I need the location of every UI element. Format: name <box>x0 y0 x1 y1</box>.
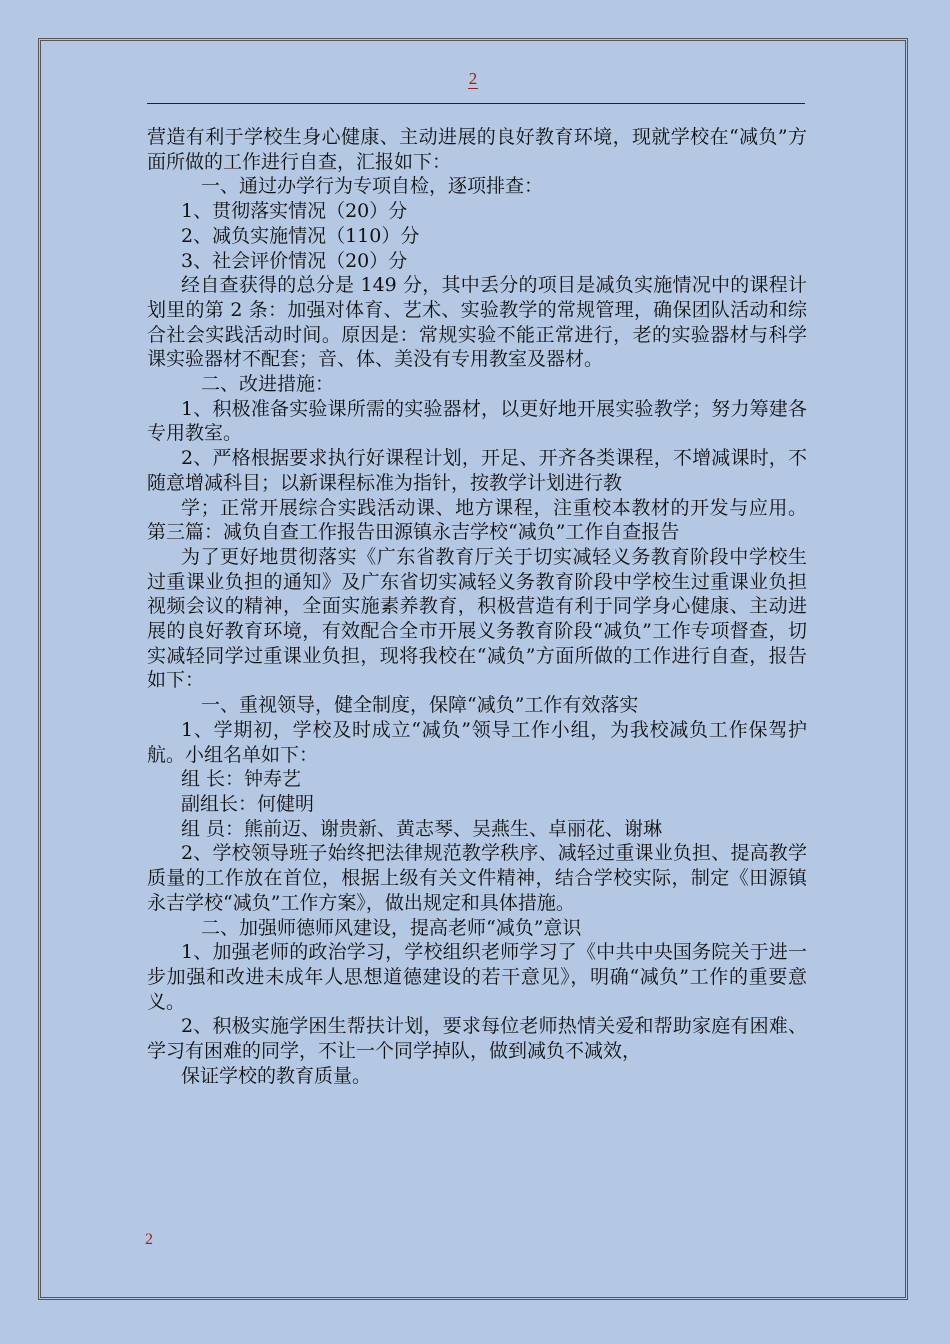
paragraph: 1、学期初，学校及时成立“减负”领导工作小组，为我校减负工作保驾护航。小组名单如下： <box>147 718 807 766</box>
paragraph: 二、改进措施： <box>201 373 335 396</box>
paragraph: 2、减负实施情况（110）分 <box>181 224 420 247</box>
paragraph: 2、积极实施学困生帮扶计划，要求每位老师热情关爱和帮助家庭有困难、学习有困难的同学，不让一个同学掉队，做到减负不减效， <box>147 1015 807 1063</box>
body-text <box>147 125 807 1088</box>
paragraph: 学；正常开展综合实践活动课、地方课程，注重校本教材的开发与应用。第三篇：减负自查工作报告田源镇永吉学校“减负”工作自查报告 <box>147 496 807 544</box>
paragraph: 副组长：何健明 <box>181 792 315 815</box>
paragraph: 1、积极准备实验课所需的实验器材，以更好地开展实验教学；努力筹建各专用教室。 <box>147 397 807 445</box>
footer-page-number: 2 <box>145 1231 153 1248</box>
paragraph: 2、严格根据要求执行好课程计划，开足、开齐各类课程，不增减课时，不随意增减科目；以新课程标准为指针，按教学计划进行教 <box>147 447 807 494</box>
paragraph: 一、重视领导，健全制度，保障“减负”工作有效落实 <box>201 694 639 717</box>
paragraph: 1、加强老师的政治学习，学校组织老师学习了《中共中央国务院关于进一步加强和改进未成年人思想道德建设的若干意见》，明确“减负”工作的重要意义。 <box>147 941 807 1013</box>
paragraph: 保证学校的教育质量。 <box>181 1064 372 1087</box>
paragraph: 3、社会评价情况（20）分 <box>181 249 408 272</box>
paragraph: 2、学校领导班子始终把法律规范教学秩序、减轻过重课业负担、提高教学质量的工作放在首位，根据上级有关文件精神，结合学校实际，制定《田源镇永吉学校“减负”工作方案》，做出规定和具体措施。 <box>147 842 807 914</box>
paragraph: 为了更好地贯彻落实《广东省教育厅关于切实减轻义务教育阶段中学校生过重课业负担的通知》及广东省切实减轻义务教育阶段中学校生过重课业负担视频会议的精神，全面实施素养教育，积极营造有利于同学身心健康、主动进展的良好教育环境，有效配合全市开展义务教育阶段“减负”工作专项督查，切实减轻同学过重课业负担，现将我校在“减负”方面所做的工作进行自查，报告如下： <box>147 545 807 692</box>
paragraph: 营造有利于学校生身心健康、主动进展的良好教育环境，现就学校在“减负”方面所做的工作进行自查，汇报如下： <box>147 126 807 173</box>
paragraph: 组 员：熊前迈、谢贵新、黄志琴、吴燕生、卓丽花、谢琳 <box>181 817 663 840</box>
paragraph: 组 长：钟寿艺 <box>181 768 302 791</box>
header-rule <box>147 103 805 104</box>
paragraph: 一、通过办学行为专项自检，逐项排查： <box>201 175 544 198</box>
paragraph: 1、贯彻落实情况（20）分 <box>181 200 408 223</box>
paragraph: 二、加强师德师风建设，提高老师“减负”意识 <box>201 916 582 939</box>
paragraph: 经自查获得的总分是 149 分，其中丢分的项目是减负实施情况中的课程计划里的第 2 条：加强对体育、艺术、实验教学的常规管理，确保团队活动和综合社会实践活动时间。原因是：常规实验不能正常进行，老的实验器材与科学课实验器材不配套；音、体、美没有专用教室及器材。 <box>147 274 807 371</box>
header-page-number: 2 <box>468 69 478 88</box>
document-page <box>38 38 908 1300</box>
